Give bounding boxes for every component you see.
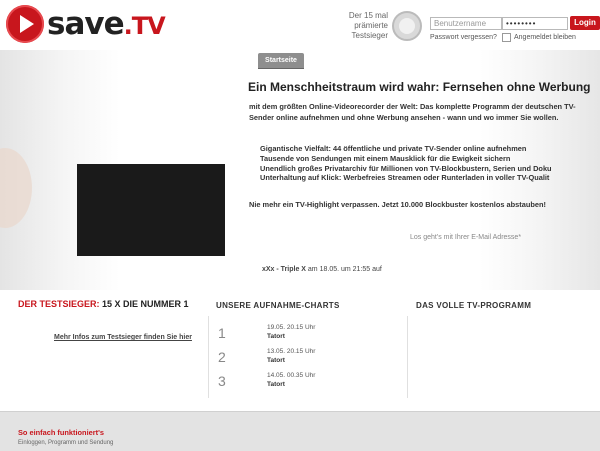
chart-time: 19.05. 20.15 Uhr xyxy=(267,324,316,331)
feature-item: Unendlich großes Privatarchiv für Millionen von TV-Blockbustern, Serien und Doku xyxy=(260,163,552,173)
column-divider xyxy=(407,316,408,398)
feature-list xyxy=(260,144,600,183)
chart-time: 14.05. 00.35 Uhr xyxy=(267,372,316,379)
testsieger-heading: DER TESTSIEGER: 15 X DIE NUMMER 1 xyxy=(18,299,189,309)
chart-time: 13.05. 20.15 Uhr xyxy=(267,348,316,355)
chart-title[interactable]: Tatort xyxy=(267,357,285,364)
chart-rank: 1 xyxy=(218,325,226,341)
remember-me-checkbox[interactable] xyxy=(502,33,576,42)
footer-title: So einfach funktioniert's xyxy=(18,428,104,437)
password-input[interactable]: •••••••• xyxy=(502,17,568,30)
column-divider xyxy=(208,316,209,398)
forgot-password-link[interactable]: Passwort vergessen? xyxy=(430,34,497,41)
cta-text: Nie mehr ein TV-Highlight verpassen. Jetzt 10.000 Blockbuster kostenlos abstauben! xyxy=(249,200,546,209)
tv-program-heading: DAS VOLLE TV-PROGRAMM xyxy=(416,301,532,310)
feature-item: Gigantische Vielfalt: 44 öffentliche und private TV-Sender online aufnehmen xyxy=(260,144,527,153)
feature-item: Tausende von Sendungen mit einem Mausklick für die Ewigkeit sichern xyxy=(260,153,511,163)
now-playing-caption: xXx - Triple X am 18.05. um 21:55 auf xyxy=(262,266,382,273)
chart-rank: 3 xyxy=(218,373,226,389)
logo-wordmark: save.TV xyxy=(47,6,165,42)
remember-me-label: Angemeldet bleiben xyxy=(514,34,576,41)
checkbox-icon[interactable] xyxy=(502,33,511,42)
login-button[interactable]: Login xyxy=(570,16,600,30)
feature-item: Unterhaltung auf Klick: Werbefreies Streamen oder Runterladen in voller TV-Qualit xyxy=(260,173,550,183)
award-text: Der 15 mal prämierte Testsieger xyxy=(348,11,388,40)
savetv-logo[interactable] xyxy=(6,4,165,44)
play-logo-icon xyxy=(6,5,44,43)
chart-rank: 2 xyxy=(218,349,226,365)
hero-headline: Ein Menschheitstraum wird wahr: Fernsehen ohne Werbung xyxy=(248,80,591,94)
hero-intro-text: mit dem größten Online-Videorecorder der Welt: Das komplette Programm der deutschen TV-Sender online aufnehmen und ohne Werbung ansehen - wann und wo immer Sie wollen. xyxy=(249,102,576,122)
chart-title[interactable]: Tatort xyxy=(267,381,285,388)
video-player[interactable] xyxy=(77,164,225,256)
now-playing-title[interactable]: xXx - Triple X xyxy=(262,266,306,273)
tab-startseite[interactable]: Startseite xyxy=(258,53,304,68)
chart-title[interactable]: Tatort xyxy=(267,333,285,340)
email-signup-link[interactable]: Los geht's mit Ihrer E-Mail Adresse* xyxy=(410,234,522,241)
testsieger-info-link[interactable]: Mehr Infos zum Testsieger finden Sie hier xyxy=(54,334,192,341)
charts-heading: UNSERE AUFNAHME-CHARTS xyxy=(216,301,340,310)
footer-text: Einloggen, Programm und Sendung xyxy=(18,440,114,446)
award-seal-icon xyxy=(392,11,422,41)
username-input[interactable]: Benutzername xyxy=(430,17,502,30)
